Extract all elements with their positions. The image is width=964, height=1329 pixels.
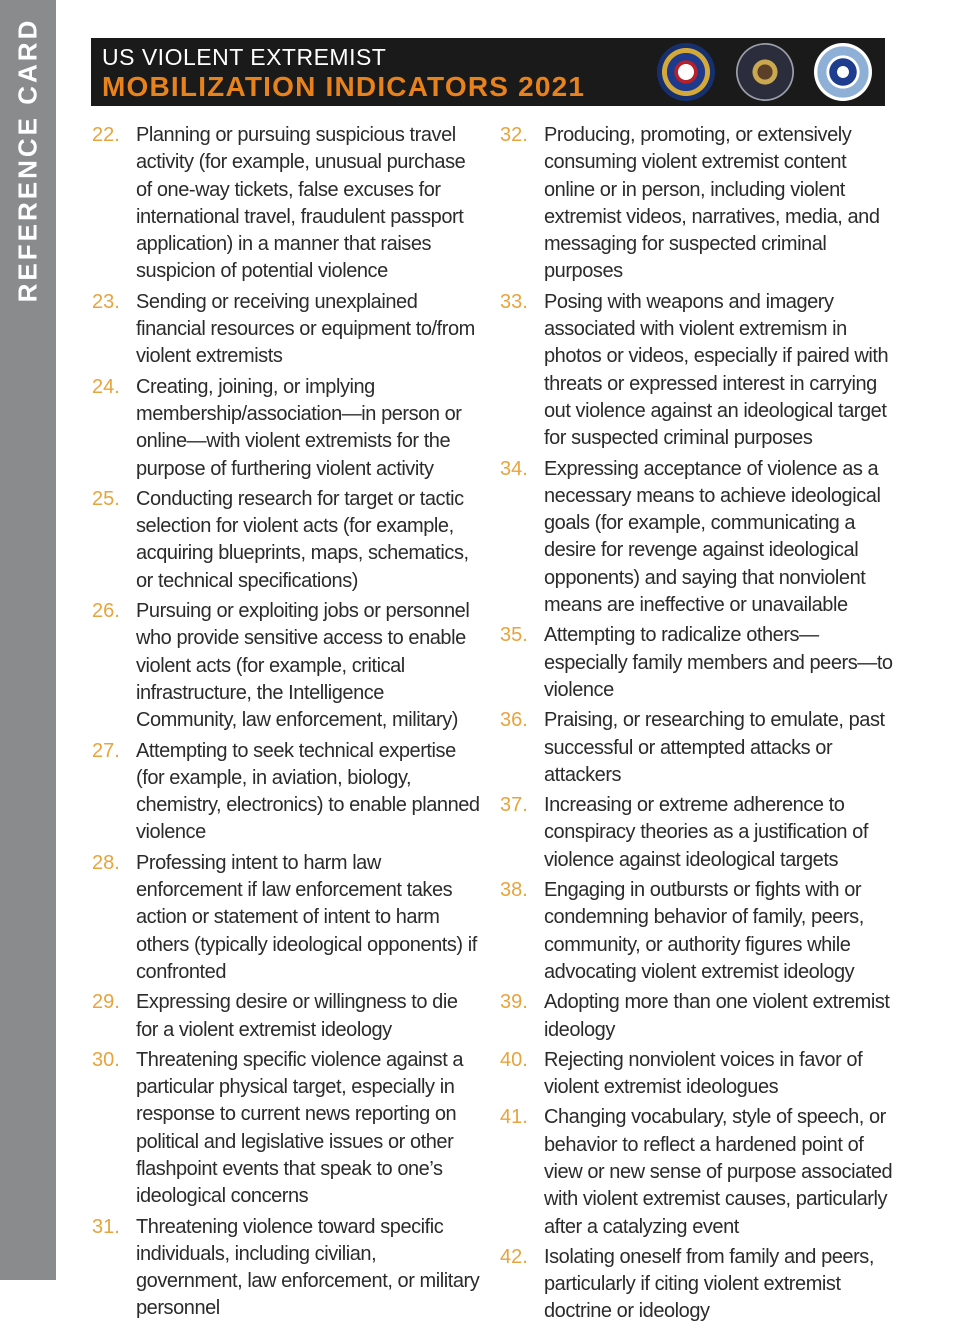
item-number: 29.	[92, 991, 120, 1014]
item-text: Attempting to radicalize others—especially family members and peers—to violence	[544, 624, 893, 701]
list-item	[92, 1047, 482, 1211]
indicator-column-left	[92, 122, 482, 1326]
indicator-column-right	[500, 122, 900, 1329]
item-text: Engaging in outbursts or fights with or condemning behavior of family, peers, community, or authority figures while advocating violent extremist ideology	[544, 879, 864, 983]
header-title-line2: MOBILIZATION INDICATORS 2021	[102, 71, 586, 102]
item-text: Expressing desire or willingness to die for a violent extremist ideology	[136, 991, 458, 1041]
fbi-seal-icon	[657, 43, 715, 101]
list-item	[500, 989, 900, 1044]
list-item	[92, 1214, 482, 1323]
item-text: Expressing acceptance of violence as a necessary means to achieve ideological goals (for example, communicating a desire for revenge against ideological opponents) and saying that nonviolent means are ineffective or unavailable	[544, 457, 881, 617]
list-item	[500, 877, 900, 986]
list-item	[500, 456, 900, 620]
item-number: 34.	[500, 457, 528, 480]
nctc-seal-icon	[736, 43, 794, 101]
item-number: 37.	[500, 794, 528, 817]
list-item	[500, 1104, 900, 1240]
item-number: 32.	[500, 124, 528, 146]
list-item	[500, 1244, 900, 1326]
item-number: 24.	[92, 375, 120, 398]
item-number: 36.	[500, 709, 528, 732]
item-number: 23.	[92, 290, 120, 313]
item-number: 30.	[92, 1048, 120, 1071]
header-banner	[91, 38, 885, 106]
item-number: 41.	[500, 1106, 528, 1129]
header-title-line1: US VIOLENT EXTREMIST	[102, 44, 387, 70]
item-number: 33.	[500, 290, 528, 313]
dhs-seal-icon	[814, 43, 872, 101]
item-number: 40.	[500, 1048, 528, 1071]
item-text: Planning or pursuing suspicious travel activity (for example, unusual purchase of one-way tickets, false excuses for international travel, fraudulent passport application) in a manner that raises suspicion of potential violence	[136, 124, 466, 283]
item-text: Pursuing or exploiting jobs or personnel who provide sensitive access to enable violent acts (for example, critical infrastructure, the Intelligence Community, law enforcement, military)	[136, 600, 470, 732]
list-item	[92, 989, 482, 1044]
item-number: 27.	[92, 739, 120, 762]
item-text: Rejecting nonviolent voices in favor of violent extremist ideologues	[544, 1048, 863, 1099]
item-text: Producing, promoting, or extensively consuming violent extremist content online or in person, including violent extremist videos, narratives, media, and messaging for suspected criminal purposes	[544, 124, 880, 283]
list-item	[92, 486, 482, 595]
list-item	[500, 622, 900, 704]
list-item	[500, 792, 900, 874]
list-item	[92, 122, 482, 286]
item-number: 31.	[92, 1215, 120, 1238]
sidebar-label: REFERENCE CARD	[12, 17, 43, 303]
list-item	[92, 598, 482, 734]
item-text: Increasing or extreme adherence to conspiracy theories as a justification of violence against ideological targets	[544, 794, 868, 871]
list-item	[92, 738, 482, 847]
item-number: 25.	[92, 487, 120, 510]
list-item	[500, 707, 900, 789]
item-number: 39.	[500, 991, 528, 1014]
item-text: Threatening specific violence against a particular physical target, especially in response to current news reporting on political and legislative issues or other flashpoint events that speak to one’s ideological concerns	[136, 1048, 464, 1208]
item-text: Changing vocabulary, style of speech, or behavior to reflect a hardened point of view or new sense of purpose associated with violent extremist causes, particularly after a catalyzing event	[544, 1106, 893, 1238]
item-number: 35.	[500, 624, 528, 647]
item-text: Professing intent to harm law enforcement if law enforcement takes action or statement of intent to harm others (typically ideological opponents) if confronted	[136, 851, 477, 983]
list-item	[92, 289, 482, 371]
item-text: Adopting more than one violent extremist ideology	[544, 991, 890, 1041]
item-number: 28.	[92, 851, 120, 874]
list-item	[92, 850, 482, 986]
item-text: Threatening violence toward specific individuals, including civilian, government, law enforcement, or military personnel	[136, 1215, 480, 1320]
item-text: Isolating oneself from family and peers, particularly if citing violent extremist doctrine or ideology	[544, 1245, 874, 1323]
sidebar	[0, 0, 56, 1280]
list-item	[500, 289, 900, 453]
item-number: 38.	[500, 879, 528, 902]
item-text: Conducting research for target or tactic selection for violent acts (for example, acquiring blueprints, maps, schematics, or technical specifications)	[136, 487, 469, 592]
item-number: 42.	[500, 1245, 528, 1268]
item-number: 22.	[92, 124, 120, 146]
list-item	[500, 122, 900, 286]
list-item	[92, 374, 482, 483]
item-text: Creating, joining, or implying membership/association—in person or online—with violent extremists for the purpose of furthering violent activity	[136, 375, 462, 480]
item-text: Sending or receiving unexplained financial resources or equipment to/from violent extremists	[136, 290, 475, 368]
item-number: 26.	[92, 600, 120, 623]
list-item	[500, 1047, 900, 1102]
item-text: Attempting to seek technical expertise (for example, in aviation, biology, chemistry, electronics) to enable planned violence	[136, 739, 480, 844]
item-text: Praising, or researching to emulate, past successful or attempted attacks or attackers	[544, 709, 885, 786]
item-text: Posing with weapons and imagery associated with violent extremism in photos or videos, especially if paired with threats or expressed interest in carrying out violence against an ideological target for suspected criminal purposes	[544, 290, 889, 450]
